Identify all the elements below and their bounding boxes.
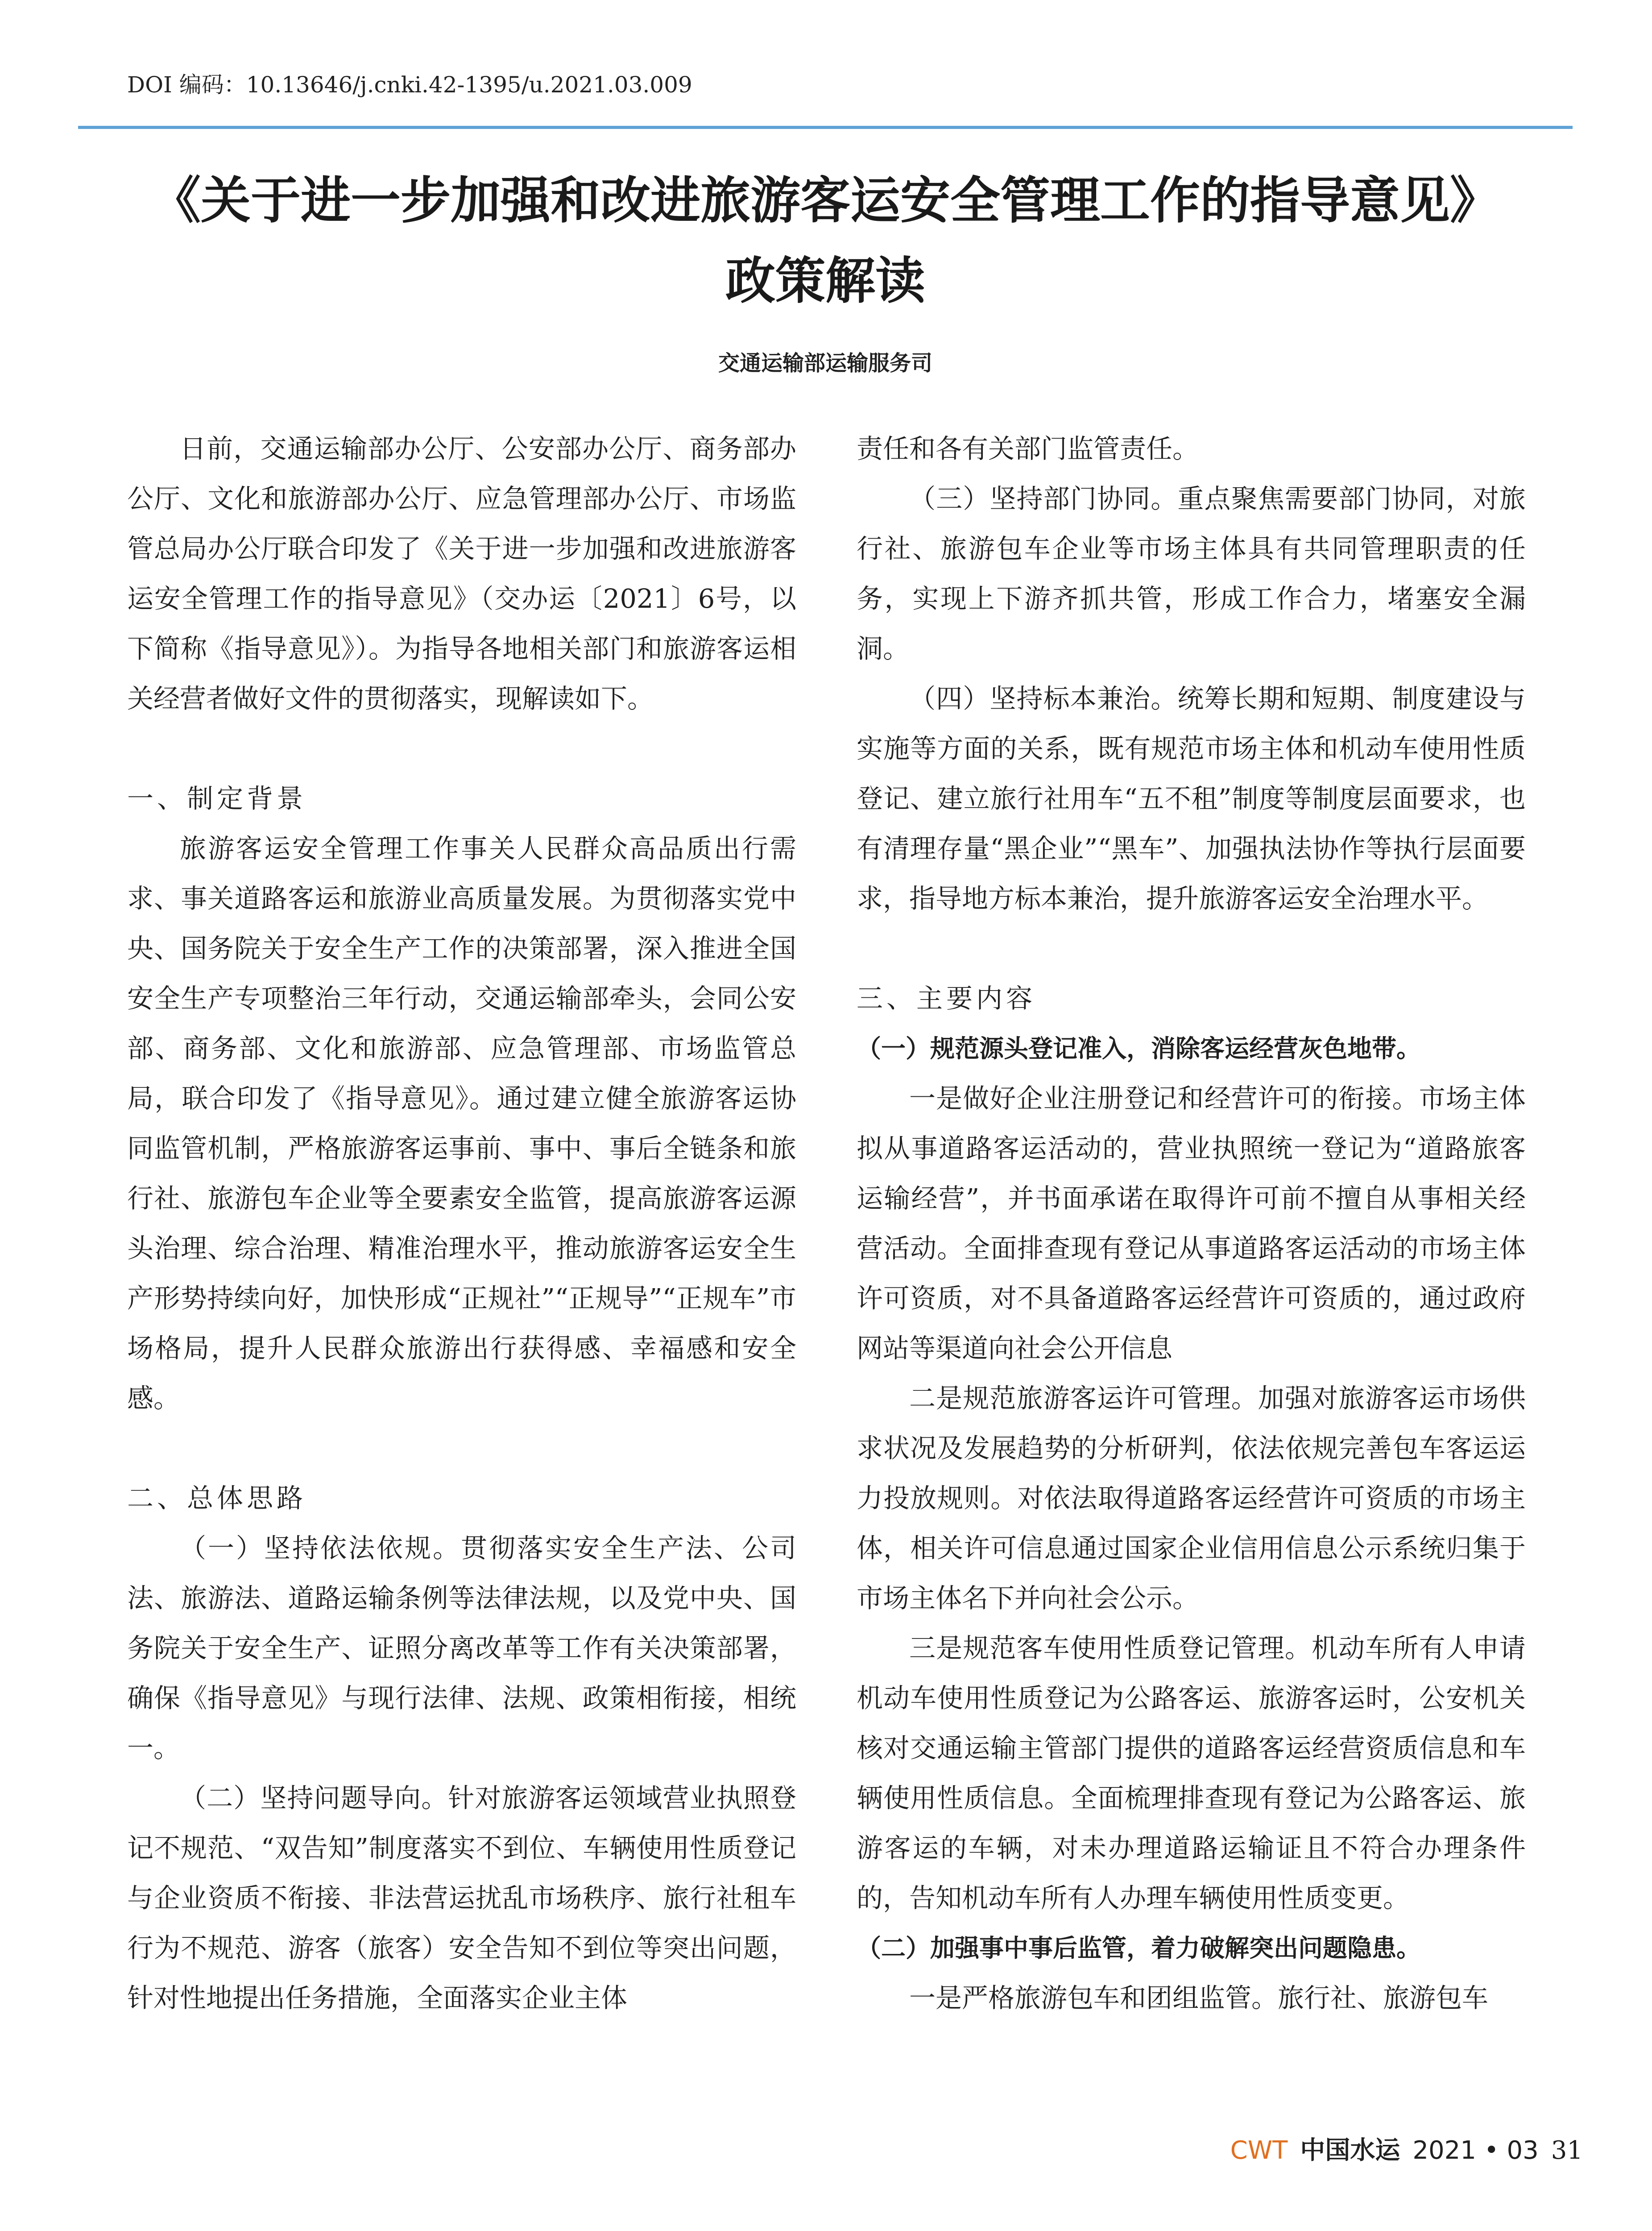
paragraph: 二是规范旅游客运许可管理。加强对旅游客运市场供求状况及发展趋势的分析研判，依法依规完善包车客运运力投放规则。对依法取得道路客运经营许可资质的市场主体，相关许可信息通过国家企业信用信息公示系统归集于市场主体名下并向社会公示。: [857, 1383, 1526, 1613]
right-column: [857, 424, 1526, 2023]
page-footer: [1230, 2131, 1583, 2166]
spacer: [127, 1423, 796, 1473]
paragraph-continued: 责任和各有关部门监管责任。: [857, 433, 1199, 464]
page-number: 31: [1551, 2136, 1583, 2165]
paragraph: 三是规范客车使用性质登记管理。机动车所有人申请机动车使用性质登记为公路客运、旅游客运时，公安机关核对交通运输主管部门提供的道路客运经营资质信息和车辆使用性质信息。全面梳理排查现有登记为公路客运、旅游客运的车辆，对未办理道路运输证且不符合办理条件的，告知机动车所有人办理车辆使用性质变更。: [857, 1633, 1526, 1913]
issue-date: 2021 • 03: [1412, 2136, 1539, 2165]
subsection-heading: （二）加强事中事后监管，着力破解突出问题隐患。: [857, 1934, 1421, 1962]
article-title: 《关于进一步加强和改进旅游客运安全管理工作的指导意见》: [151, 172, 1500, 230]
article-title-line2: 政策解读: [725, 252, 925, 310]
section-heading: 二、总体思路: [127, 1483, 307, 1514]
magazine-name: 中国水运: [1300, 2136, 1400, 2165]
doi-line: DOI 编码：10.13646/j.cnki.42-1395/u.2021.03.009: [127, 72, 692, 98]
author: 交通运输部运输服务司: [718, 351, 932, 376]
paragraph: （一）坚持依法依规。贯彻落实安全生产法、公司法、旅游法、道路运输条例等法律法规，以及党中央、国务院关于安全生产、证照分离改革等工作有关决策部署，确保《指导意见》与现行法律、法规、政策相衔接，相统一。: [127, 1533, 796, 1763]
paragraph: （二）坚持问题导向。针对旅游客运领域营业执照登记不规范、“双告知”制度落实不到位、车辆使用性质登记与企业资质不衔接、非法营运扰乱市场秩序、旅行社租车行为不规范、游客（旅客）安全告知不到位等突出问题，针对性地提出任务措施，全面落实企业主体: [127, 1783, 796, 2013]
subsection-heading: （一）规范源头登记准入，消除客运经营灰色地带。: [857, 1034, 1421, 1063]
brand-logo: CWT: [1230, 2136, 1288, 2165]
paragraph: 一是严格旅游包车和团组监管。旅行社、旅游包车: [909, 1982, 1489, 2013]
section-heading: 三、主要内容: [857, 983, 1036, 1014]
left-column: [127, 424, 796, 2023]
section-heading: 一、制定背景: [127, 783, 307, 814]
paragraph: 一是做好企业注册登记和经营许可的衔接。市场主体拟从事道路客运活动的，营业执照统一登记为“道路旅客运输经营”，并书面承诺在取得许可前不擅自从事相关经营活动。全面排查现有登记从事道路客运活动的市场主体许可资质，对不具备道路客运经营许可资质的，通过政府网站等渠道向社会公开信息: [857, 1083, 1526, 1364]
header-rule: [78, 126, 1573, 129]
paragraph: 旅游客运安全管理工作事关人民群众高品质出行需求、事关道路客运和旅游业高质量发展。为贯彻落实党中央、国务院关于安全生产工作的决策部署，深入推进全国安全生产专项整治三年行动，交通运输部牵头，会同公安部、商务部、文化和旅游部、应急管理部、市场监管总局，联合印发了《指导意见》。通过建立健全旅游客运协同监管机制，严格旅游客运事前、事中、事后全链条和旅行社、旅游包车企业等全要素安全监管，提高旅游客运源头治理、综合治理、精准治理水平，推动旅游客运安全生产形势持续向好，加快形成“正规社”“正规导”“正规车”市场格局，提升人民群众旅游出行获得感、幸福感和安全感。: [127, 833, 796, 1414]
intro-paragraph: 日前，交通运输部办公厅、公安部办公厅、商务部办公厅、文化和旅游部办公厅、应急管理部办公厅、市场监管总局办公厅联合印发了《关于进一步加强和改进旅游客运安全管理工作的指导意见》（交办运〔2021〕6号，以下简称《指导意见》）。为指导各地相关部门和旅游客运相关经营者做好文件的贯彻落实，现解读如下。: [127, 433, 796, 714]
paragraph: （三）坚持部门协同。重点聚焦需要部门协同，对旅行社、旅游包车企业等市场主体具有共同管理职责的任务，实现上下游齐抓共管，形成工作合力，堵塞安全漏洞。: [857, 483, 1526, 664]
spacer: [127, 724, 796, 774]
spacer: [857, 924, 1526, 974]
paragraph: （四）坚持标本兼治。统筹长期和短期、制度建设与实施等方面的关系，既有规范市场主体和机动车使用性质登记、建立旅行社用车“五不租”制度等制度层面要求，也有清理存量“黑企业”“黑车”、加强执法协作等执行层面要求，指导地方标本兼治，提升旅游客运安全治理水平。: [857, 683, 1526, 914]
